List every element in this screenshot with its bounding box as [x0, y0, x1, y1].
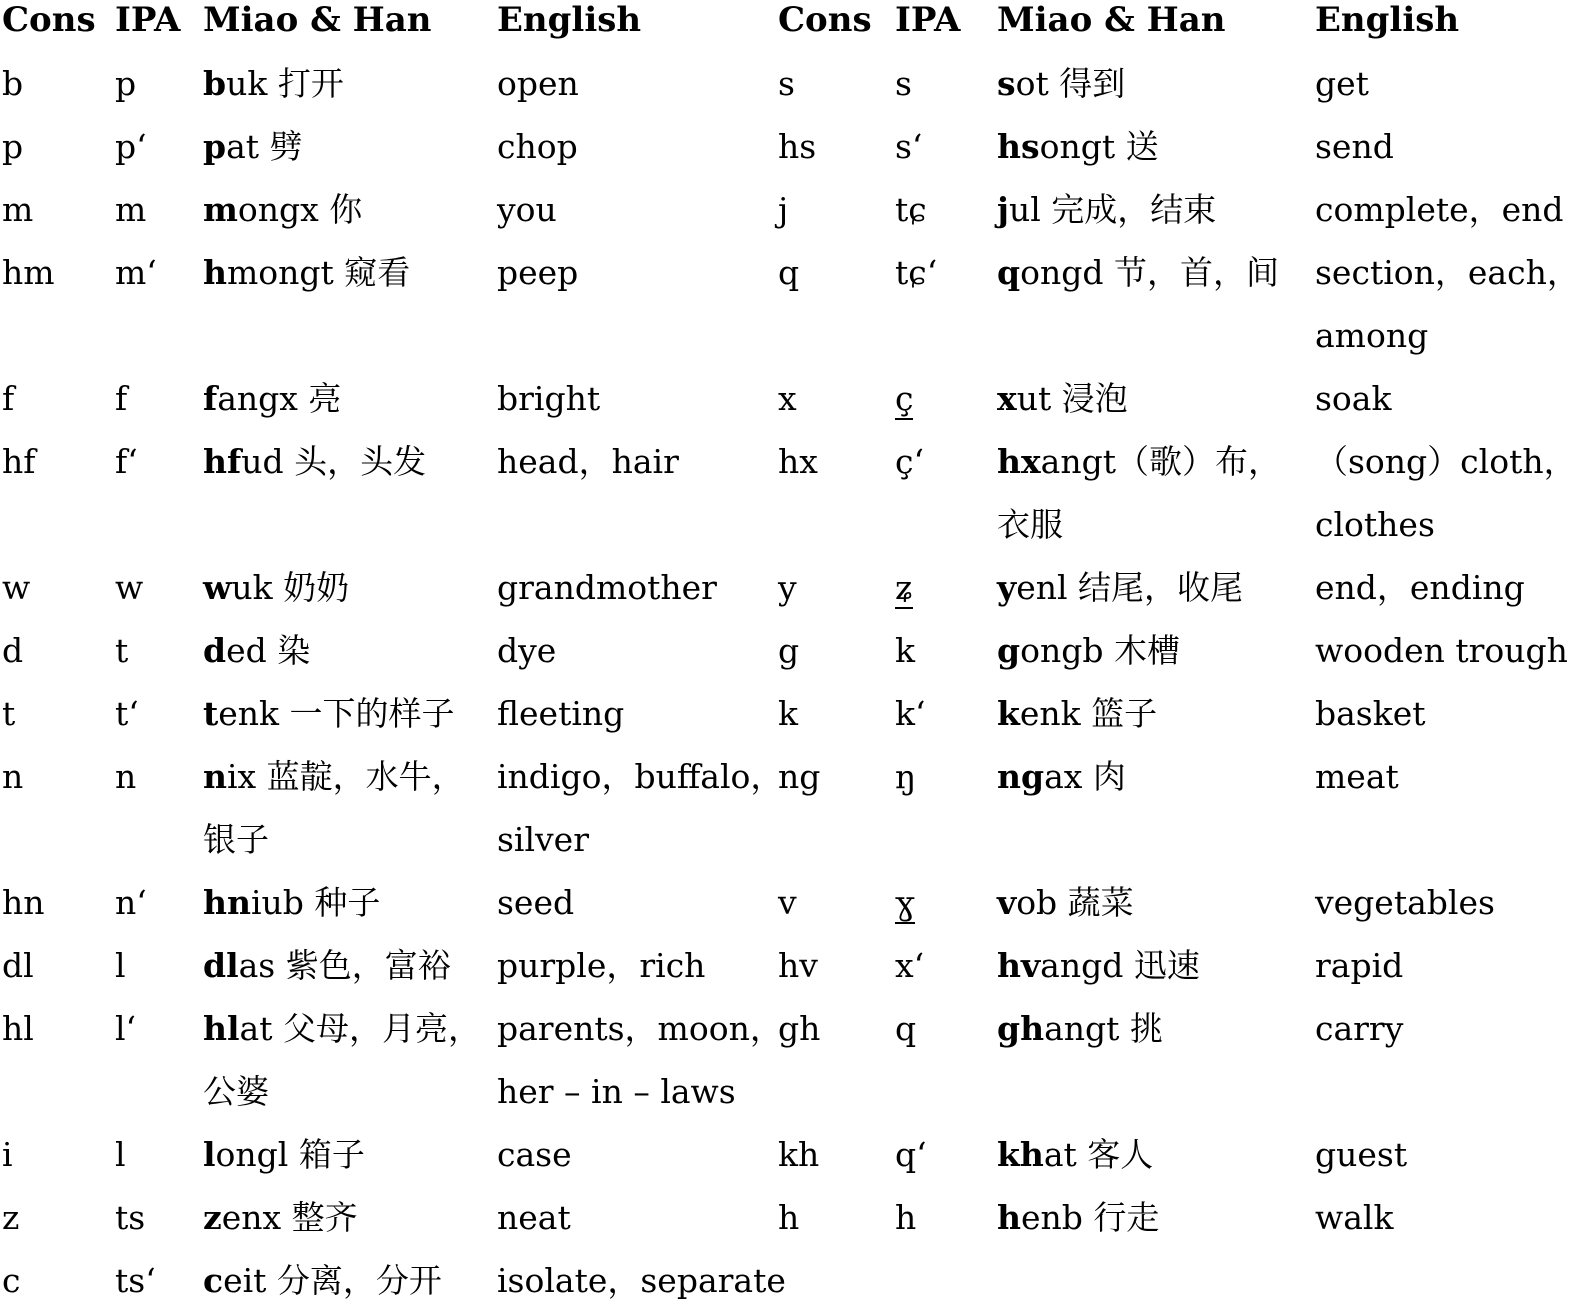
miao-rest: ut 浸泡 [1016, 379, 1128, 418]
miao-han-right [997, 430, 1281, 556]
miao-initial: t [203, 694, 219, 733]
ipa-left: n [115, 757, 137, 796]
miao-initial: n [203, 757, 227, 796]
english-text: get [1315, 64, 1369, 103]
miao-han-right [997, 241, 1279, 304]
cons-left: hm [2, 253, 55, 292]
english-text: soak [1315, 379, 1392, 418]
miao-han-right [997, 556, 1243, 619]
cons-left: m [2, 190, 34, 229]
ipa-underlined: ɣ [895, 883, 915, 922]
ipa-left: f [115, 379, 128, 418]
english-right [1315, 997, 1403, 1060]
ipa-left: pʻ [115, 127, 147, 166]
miao-initial: c [203, 1261, 224, 1300]
ipa-left: t [115, 631, 129, 670]
table-row [0, 1123, 1531, 1186]
ipa-right [895, 871, 915, 934]
cons-right: q [778, 253, 800, 292]
cons-right: g [778, 631, 800, 670]
miao-rest: at 父母，月亮， [239, 1009, 481, 1048]
ipa-right: s [895, 64, 912, 103]
miao-rest: ongt 送 [1039, 127, 1159, 166]
miao-initial: w [203, 568, 232, 607]
ipa-left: m [115, 190, 147, 229]
miao-han-left [203, 241, 410, 304]
miao-rest: ed 染 [226, 631, 311, 670]
ipa-left: l [115, 946, 126, 985]
miao-initial: z [203, 1198, 222, 1237]
miao-rest: angt 挑 [1044, 1009, 1163, 1048]
ipa-right: h [895, 1198, 917, 1237]
english-left [497, 871, 574, 934]
english-text: section，each， [1315, 253, 1580, 292]
table-row [0, 1249, 1531, 1312]
cons-left: dl [2, 946, 34, 985]
ipa-left: l [115, 1135, 126, 1174]
miao-han-left [203, 367, 341, 430]
miao-initial: b [203, 64, 227, 103]
english-right [1315, 1186, 1393, 1249]
cons-right: h [778, 1198, 800, 1237]
miao-initial: hn [203, 883, 251, 922]
miao-han-left [203, 619, 310, 682]
miao-rest: enl 结尾，收尾 [1016, 568, 1244, 607]
miao-han-left [203, 1123, 365, 1186]
miao-initial: p [203, 127, 227, 166]
english-right [1315, 52, 1369, 115]
miao-initial: l [203, 1135, 216, 1174]
english-left [497, 52, 579, 115]
english-continuation: her – in – laws [497, 1072, 736, 1111]
ipa-right: k [895, 631, 915, 670]
cons-left: p [2, 127, 24, 166]
table-row [0, 934, 1531, 997]
ipa-right: çʻ [895, 442, 924, 481]
ipa-left: nʻ [115, 883, 147, 922]
english-text: send [1315, 127, 1394, 166]
miao-rest: ix 蓝靛，水牛， [227, 757, 465, 796]
english-right [1315, 682, 1426, 745]
miao-initial: dl [203, 946, 239, 985]
miao-initial: gh [997, 1009, 1045, 1048]
english-left [497, 556, 717, 619]
cons-left: n [2, 757, 24, 796]
english-text: bright [497, 379, 601, 418]
miao-initial: v [997, 883, 1017, 922]
header-miao-han-right: Miao & Han [997, 0, 1226, 40]
english-text: head，hair [497, 442, 679, 481]
miao-initial: h [997, 1198, 1021, 1237]
ipa-right: tɕʻ [895, 253, 938, 292]
miao-han-right [997, 1123, 1153, 1186]
header-english-right: English [1315, 0, 1460, 40]
english-right [1315, 619, 1568, 682]
cons-left: hn [2, 883, 45, 922]
miao-han-left [203, 556, 349, 619]
miao-initial: hf [203, 442, 242, 481]
miao-initial: d [203, 631, 227, 670]
english-left [497, 934, 705, 997]
english-text: wooden trough [1315, 631, 1568, 670]
miao-initial: j [997, 190, 1009, 229]
miao-han-left [203, 52, 344, 115]
miao-han-right [997, 619, 1180, 682]
miao-han-left [203, 682, 455, 745]
english-left [497, 115, 578, 178]
english-text: grandmother [497, 568, 717, 607]
table-row [0, 115, 1531, 178]
english-right [1315, 556, 1525, 619]
ipa-underlined: ʑ [895, 568, 914, 607]
miao-continuation: 公婆 [203, 1072, 269, 1111]
english-left [497, 1123, 572, 1186]
miao-rest: angx 亮 [217, 379, 342, 418]
cons-left: w [2, 568, 31, 607]
miao-initial: m [203, 190, 238, 229]
miao-initial: x [997, 379, 1017, 418]
miao-han-left [203, 178, 362, 241]
english-text: meat [1315, 757, 1399, 796]
miao-initial: g [997, 631, 1021, 670]
ipa-right: qʻ [895, 1135, 927, 1174]
miao-rest: ongl 箱子 [215, 1135, 365, 1174]
ipa-right: sʻ [895, 127, 923, 166]
miao-rest: uk 奶奶 [231, 568, 350, 607]
miao-initial: hl [203, 1009, 240, 1048]
miao-rest: iub 种子 [251, 883, 381, 922]
miao-rest: enk 一下的样子 [218, 694, 455, 733]
english-left [497, 1186, 571, 1249]
ipa-left: w [115, 568, 144, 607]
miao-initial: ng [997, 757, 1045, 796]
english-text: vegetables [1315, 883, 1495, 922]
english-text: open [497, 64, 579, 103]
cons-right: s [778, 64, 795, 103]
cons-left: c [2, 1261, 21, 1300]
english-right [1315, 1123, 1407, 1186]
miao-han-right [997, 871, 1134, 934]
miao-han-left [203, 745, 465, 871]
english-left [497, 178, 557, 241]
table-row [0, 367, 1531, 430]
english-continuation: among [1315, 316, 1429, 355]
miao-rest: as 紫色，富裕 [238, 946, 451, 985]
miao-han-right [997, 115, 1159, 178]
english-left [497, 619, 556, 682]
ipa-right: xʻ [895, 946, 925, 985]
cons-right: hx [778, 442, 818, 481]
miao-rest: eit 分离，分开 [223, 1261, 442, 1300]
cons-right: x [778, 379, 797, 418]
table-row [0, 682, 1531, 745]
miao-han-left [203, 997, 481, 1123]
cons-right: hs [778, 127, 817, 166]
miao-initial: s [997, 64, 1016, 103]
miao-initial: hs [997, 127, 1040, 166]
miao-rest: enx 整齐 [221, 1198, 358, 1237]
ipa-left: p [115, 64, 137, 103]
table-row [0, 997, 1531, 1123]
miao-han-right [997, 1186, 1159, 1249]
miao-han-right [997, 52, 1125, 115]
miao-han-left [203, 871, 380, 934]
table-row [0, 241, 1580, 367]
cons-right: j [778, 190, 789, 229]
miao-han-right [997, 178, 1216, 241]
header-cons-left: Cons [2, 0, 96, 40]
miao-han-right [997, 997, 1163, 1060]
table-row [0, 178, 1564, 241]
english-text: you [497, 190, 557, 229]
miao-rest: ongb 木槽 [1020, 631, 1180, 670]
english-left [497, 367, 600, 430]
table-row [0, 52, 1531, 115]
english-left [497, 997, 783, 1123]
miao-initial: hv [997, 946, 1041, 985]
miao-han-left [203, 430, 426, 493]
miao-han-right [997, 367, 1128, 430]
cons-right: gh [778, 1009, 821, 1048]
header-cons-right: Cons [778, 0, 872, 40]
english-text: basket [1315, 694, 1426, 733]
english-right [1315, 115, 1394, 178]
ipa-left: mʻ [115, 253, 157, 292]
cons-left: hl [2, 1009, 34, 1048]
table-row [0, 556, 1531, 619]
header-english-left: English [497, 0, 642, 40]
cons-right: k [778, 694, 798, 733]
miao-rest: ongd 节，首，间 [1020, 253, 1279, 292]
english-left [497, 682, 624, 745]
english-text: seed [497, 883, 575, 922]
english-right [1315, 430, 1577, 556]
english-left [497, 745, 783, 871]
english-text: （song）cloth， [1315, 442, 1577, 481]
miao-rest: at 劈 [226, 127, 303, 166]
miao-initial: kh [997, 1135, 1044, 1174]
english-text: guest [1315, 1135, 1408, 1174]
miao-han-left [203, 115, 303, 178]
miao-initial: y [997, 568, 1017, 607]
english-left [497, 430, 679, 493]
cons-right: y [778, 568, 797, 607]
table-row [0, 619, 1568, 682]
miao-initial: k [997, 694, 1020, 733]
ipa-left: fʻ [115, 442, 138, 481]
english-left [497, 1249, 786, 1312]
miao-rest: angt（歌）布， [1040, 442, 1281, 481]
english-text: neat [497, 1198, 571, 1237]
english-right [1315, 178, 1564, 241]
ipa-right: ŋ [895, 757, 917, 796]
english-continuation: silver [497, 820, 589, 859]
english-text: purple，rich [497, 946, 706, 985]
ipa-left: ts [115, 1198, 146, 1237]
english-text: peep [497, 253, 579, 292]
english-text: dye [497, 631, 557, 670]
ipa-right: tɕ [895, 190, 927, 229]
cons-left: i [2, 1135, 13, 1174]
miao-rest: at 客人 [1043, 1135, 1154, 1174]
english-text: fleeting [497, 694, 625, 733]
miao-rest: ud 头，头发 [241, 442, 427, 481]
miao-initial: h [203, 253, 227, 292]
ipa-left: tsʻ [115, 1261, 156, 1300]
table-row [0, 871, 1531, 934]
english-text: rapid [1315, 946, 1404, 985]
table-row [0, 745, 1531, 871]
miao-han-left [203, 1249, 442, 1312]
miao-initial: q [997, 253, 1021, 292]
miao-rest: ongx 你 [237, 190, 363, 229]
miao-rest: ob 蔬菜 [1016, 883, 1134, 922]
english-text: isolate，separate [497, 1261, 786, 1300]
table-row [0, 1186, 1531, 1249]
cons-left: d [2, 631, 24, 670]
ipa-right: q [895, 1009, 917, 1048]
miao-han-right [997, 745, 1126, 808]
english-right [1315, 934, 1403, 997]
cons-right: v [778, 883, 797, 922]
cons-left: hf [2, 442, 36, 481]
miao-rest: ul 完成，结束 [1008, 190, 1217, 229]
ipa-right [895, 367, 913, 430]
english-continuation: clothes [1315, 505, 1435, 544]
english-text: parents，moon， [497, 1009, 783, 1048]
english-right [1315, 367, 1391, 430]
cons-right: ng [778, 757, 821, 796]
english-text: chop [497, 127, 578, 166]
miao-continuation: 银子 [203, 820, 269, 859]
english-text: carry [1315, 1009, 1404, 1048]
english-text: walk [1315, 1198, 1394, 1237]
header-miao-han-left: Miao & Han [203, 0, 432, 40]
miao-rest: enk 篮子 [1019, 694, 1158, 733]
miao-han-left [203, 1186, 358, 1249]
english-text: end，ending [1315, 568, 1525, 607]
english-text: complete，end [1315, 190, 1564, 229]
miao-rest: ot 得到 [1015, 64, 1126, 103]
miao-rest: angd 迅速 [1040, 946, 1200, 985]
cons-right: hv [778, 946, 818, 985]
miao-han-right [997, 682, 1157, 745]
ipa-left: lʻ [115, 1009, 137, 1048]
miao-rest: mongt 窥看 [227, 253, 411, 292]
miao-han-left [203, 934, 451, 997]
cons-left: f [2, 379, 15, 418]
header-ipa-left: IPA [115, 0, 181, 40]
miao-han-right [997, 934, 1200, 997]
ipa-underlined: ç [895, 379, 914, 418]
cons-left: t [2, 694, 16, 733]
miao-rest: ax 肉 [1044, 757, 1126, 796]
english-right [1315, 871, 1495, 934]
miao-initial: hx [997, 442, 1041, 481]
cons-right: kh [778, 1135, 820, 1174]
cons-left: b [2, 64, 24, 103]
english-right [1315, 745, 1399, 808]
miao-initial: f [203, 379, 218, 418]
ipa-right: kʻ [895, 694, 926, 733]
english-text: case [497, 1135, 572, 1174]
miao-rest: enb 行走 [1021, 1198, 1160, 1237]
miao-continuation: 衣服 [997, 505, 1063, 544]
cons-left: z [2, 1198, 20, 1237]
miao-rest: uk 打开 [226, 64, 344, 103]
english-right [1315, 241, 1580, 367]
english-left [497, 241, 578, 304]
ipa-right [895, 556, 913, 619]
english-text: indigo，buffalo， [497, 757, 784, 796]
table-row [0, 430, 1577, 556]
ipa-left: tʻ [115, 694, 139, 733]
header-ipa-right: IPA [895, 0, 961, 40]
